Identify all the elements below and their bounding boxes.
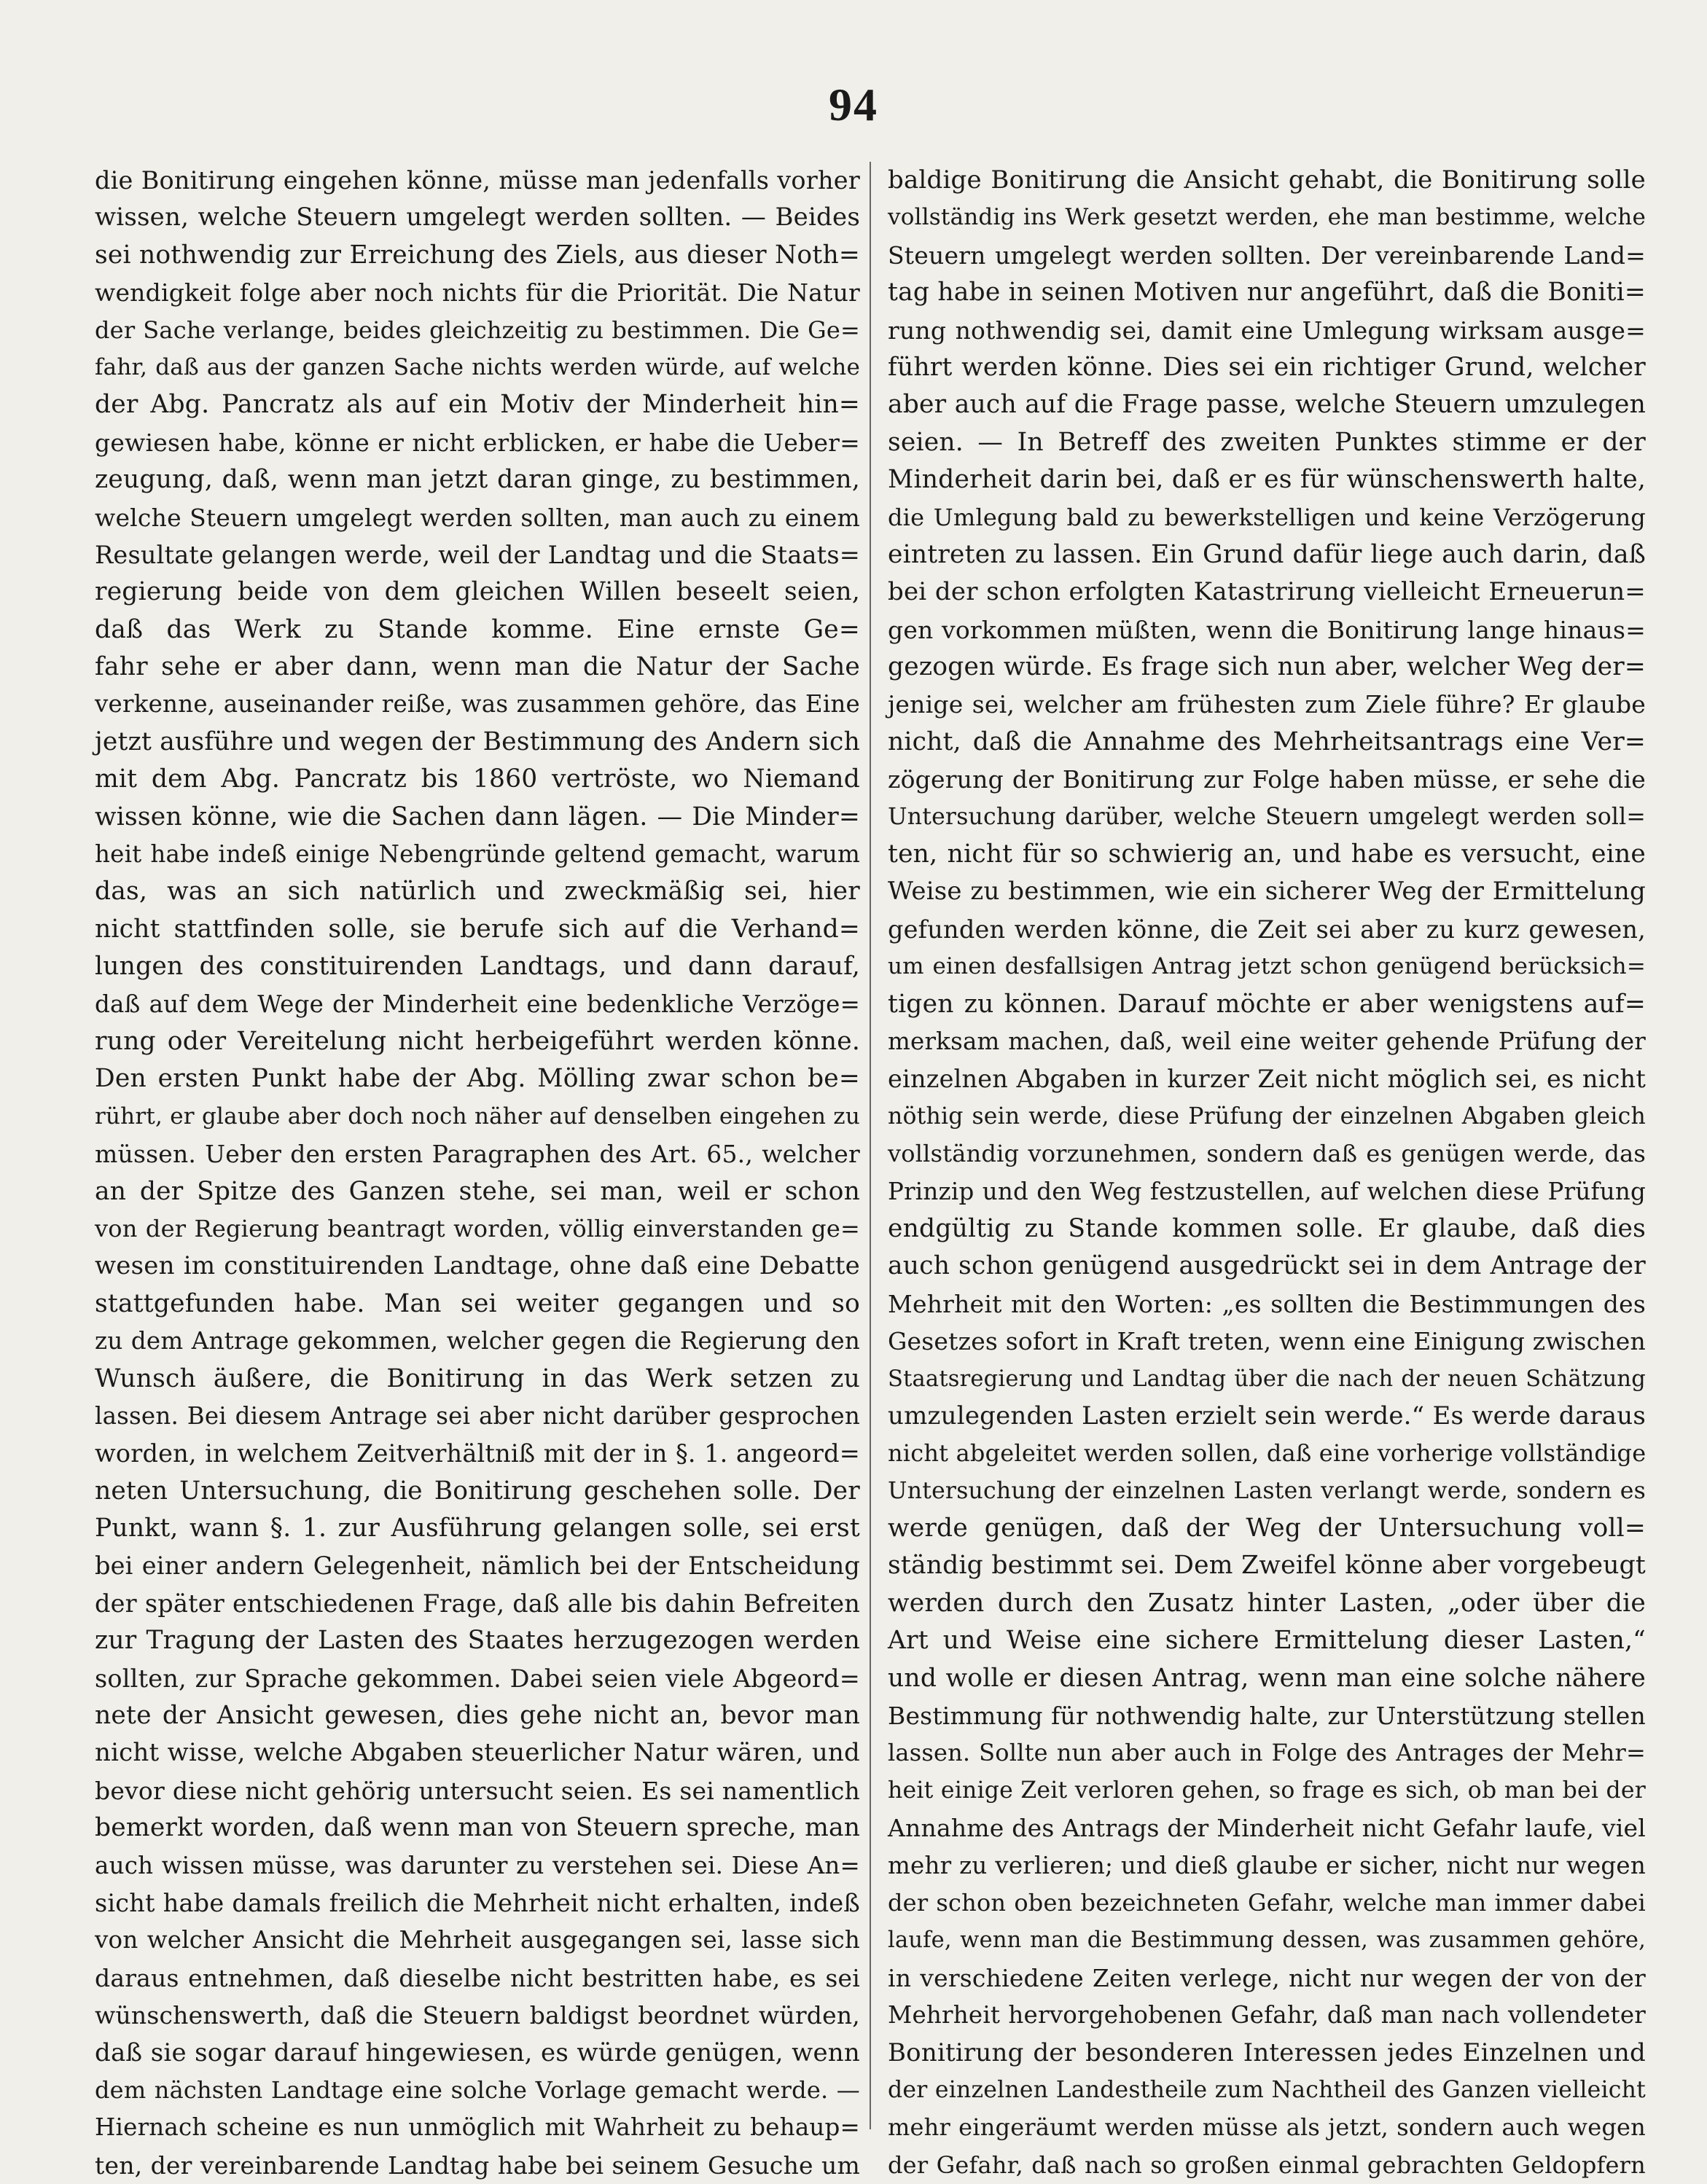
text-line: das, was an sich natürlich und zweckmäßig sei, hier [95,877,860,907]
text-line: gefunden werden könne, die Zeit sei aber zu kurz gewesen, [888,915,1646,944]
text-line: endgültig zu Stande kommen solle. Er glaube, daß dies [888,1213,1646,1243]
text-line: stattgefunden habe. Man sei weiter gegangen und so [95,1288,860,1318]
text-line: wissen, welche Steuern umgelegt werden sollten. — Beides [95,203,860,232]
text-line: müssen. Ueber den ersten Paragraphen des Art. 65., welcher [95,1140,860,1169]
text-line: seien. — In Betreff des zweiten Punktes stimme er der [888,427,1646,457]
text-line: heit einige Zeit verloren gehen, so frage es sich, ob man bei der [888,1777,1646,1804]
text-line: nöthig sein werde, diese Prüfung der einzelnen Abgaben gleich [888,1103,1646,1130]
text-line: worden, in welchem Zeitverhältniß mit der in §. 1. angeord= [95,1439,860,1468]
text-line: Resultate gelangen werde, weil der Landtag und die Staats= [95,540,860,569]
text-line: regierung beide von dem gleichen Willen beseelt seien, [95,577,860,607]
text-line: lassen. Sollte nun aber auch in Folge des Antrages der Mehr= [888,1739,1646,1767]
text-line: in verschiedene Zeiten verlege, nicht nur wegen der von der [888,1963,1646,1992]
text-line: eintreten zu lassen. Ein Grund dafür liege auch darin, daß [888,539,1646,569]
text-line: und wolle er diesen Antrag, wenn man eine solche nähere [888,1663,1646,1693]
text-line: daß sie sogar darauf hingewiesen, es würde genügen, wenn [95,2038,860,2067]
text-line: Annahme des Antrags der Minderheit nicht Gefahr laufe, viel [888,1814,1646,1843]
text-line: auch schon genügend ausgedrückt sei in dem Antrage der [888,1251,1646,1281]
text-line: Minderheit darin bei, daß er es für wünschenswerth halte, [888,465,1646,495]
text-line: Prinzip und den Weg festzustellen, auf welchen diese Prüfung [888,1177,1646,1205]
text-line: nicht abgeleitet werden sollen, daß eine vorherige vollständige [888,1439,1647,1468]
text-line: gewiesen habe, könne er nicht erblicken, er habe die Ueber= [95,428,860,457]
text-line: gezogen würde. Es frage sich nun aber, welcher Weg der= [888,652,1646,682]
text-line: Mehrheit hervorgehobenen Gefahr, daß man nach vollendeter [888,2001,1646,2030]
text-line: dem nächsten Landtage eine solche Vorlage gemacht werde. — [95,2075,860,2104]
text-line: daraus entnehmen, daß dieselbe nicht bestritten habe, es sei [95,1963,860,1992]
text-line: heit habe indeß einige Nebengründe geltend gemacht, warum [95,840,860,869]
text-line: mehr zu verlieren; und dieß glaube er sicher, nicht nur wegen [888,1851,1646,1879]
text-line: der Gefahr, daß nach so großen einmal gebrachten Geldopfern [888,2150,1646,2179]
text-line: ständig bestimmt sei. Dem Zweifel könne aber vorgebeugt [888,1551,1646,1581]
text-line: jenige sei, welcher am frühesten zum Ziele führe? Er glaube [888,690,1646,719]
text-line: Wunsch äußere, die Bonitirung in das Werk setzen zu [95,1363,860,1393]
text-line: der einzelnen Landestheile zum Nachtheil des Ganzen vielleicht [888,2076,1646,2103]
page-number: 94 [829,79,878,130]
text-line: bevor diese nicht gehörig untersucht seien. Es sei namentlich [95,1776,860,1805]
text-line: fahr sehe er aber dann, wenn man die Natur der Sache [95,652,860,682]
text-line: daß auf dem Wege der Minderheit eine bedenkliche Verzöge= [95,990,860,1018]
text-line: lungen des constituirenden Landtags, und dann darauf, [95,952,860,982]
text-line: zeugung, daß, wenn man jetzt daran ginge, zu bestimmen, [95,465,860,495]
text-line: Hiernach scheine es nun unmöglich mit Wahrheit zu behaup= [95,2113,860,2142]
text-line: Staatsregierung und Landtag über die nach der neuen Schätzung [888,1366,1646,1392]
text-line: von der Regierung beantragt worden, völlig einverstanden ge= [95,1214,860,1242]
text-line: von welcher Ansicht die Mehrheit ausgegangen sei, lasse sich [95,1926,860,1954]
text-line: rung oder Vereitelung nicht herbeigeführt werden könne. [95,1026,860,1056]
text-line: Punkt, wann §. 1. zur Ausführung gelangen solle, sei erst [95,1514,860,1543]
text-line: baldige Bonitirung die Ansicht gehabt, die Bonitirung solle [888,165,1646,195]
text-line: nete der Ansicht gewesen, dies gehe nicht an, bevor man [95,1701,860,1731]
text-line: wissen könne, wie die Sachen dann lägen. — Die Minder= [95,802,860,831]
text-line: tag habe in seinen Motiven nur angeführt, daß die Boniti= [888,278,1646,308]
text-line: Art und Weise eine sichere Ermittelung dieser Lasten,“ [888,1626,1646,1656]
text-line: der schon oben bezeichneten Gefahr, welche man immer dabei [888,1888,1646,1917]
text-line: wesen im constituirenden Landtage, ohne daß eine Debatte [95,1251,860,1281]
text-line: die Bonitirung eingehen könne, müsse man jedenfalls vorher [95,166,860,195]
text-line: verkenne, auseinander reiße, was zusammen gehöre, das Eine [95,690,860,719]
text-line: wendigkeit folge aber noch nichts für die Priorität. Die Natur [95,278,860,308]
text-line: um einen desfallsigen Antrag jetzt schon genügend berücksich= [888,953,1646,980]
text-line: zur Tragung der Lasten des Staates herzugezogen werden [95,1626,860,1656]
text-line: führt werden könne. Dies sei ein richtiger Grund, welcher [888,352,1646,382]
text-line: aber auch auf die Frage passe, welche Steuern umzulegen [888,390,1646,420]
text-line: laufe, wenn man die Bestimmung dessen, was zusammen gehöre, [888,1927,1646,1954]
text-line: sollten, zur Sprache gekommen. Dabei seien viele Abgeord= [95,1664,860,1693]
text-line: zögerung der Bonitirung zur Folge haben müsse, er sehe die [888,765,1646,794]
text-line: welche Steuern umgelegt werden sollten, man auch zu einem [95,503,860,532]
right-text-column [888,162,1647,2179]
text-line: Gesetzes sofort in Kraft treten, wenn eine Einigung zwischen [888,1327,1646,1356]
text-line: nicht, daß die Annahme des Mehrheitsantrags eine Ver= [888,727,1646,756]
text-line: bei der schon erfolgten Katastrirung vielleicht Erneuerun= [888,577,1646,607]
text-line: Den ersten Punkt habe der Abg. Mölling zwar schon be= [95,1064,860,1094]
text-line: merksam machen, daß, weil eine weiter gehende Prüfung der [888,1027,1646,1055]
text-line: der Abg. Pancratz als auf ein Motiv der Minderheit hin= [95,390,860,420]
text-line: daß das Werk zu Stande komme. Eine ernste Ge= [95,614,860,644]
text-line: Mehrheit mit den Worten: „es sollten die Bestimmungen des [888,1289,1646,1318]
text-line: der Sache verlange, beides gleichzeitig zu bestimmen. Die Ge= [95,316,860,344]
text-line: Bonitirung der besonderen Interessen jedes Einzelnen und [888,2038,1646,2067]
text-line: tigen zu können. Darauf möchte er aber wenigstens auf= [888,989,1646,1019]
text-line: umzulegenden Lasten erzielt sein werde.“ Es werde daraus [888,1401,1646,1430]
text-line: Steuern umgelegt werden sollten. Der vereinbarende Land= [888,240,1646,270]
text-line: nicht stattfinden solle, sie berufe sich auf die Verhand= [95,914,860,944]
text-line: auch wissen müsse, was darunter zu verstehen sei. Diese An= [95,1851,860,1879]
text-line: ten, nicht für so schwierig an, und habe es versucht, eine [888,839,1646,869]
text-line: der später entschiedenen Frage, daß alle bis dahin Befreiten [95,1589,860,1618]
text-line: ten, der vereinbarende Landtag habe bei seinem Gesuche um [95,2150,860,2180]
text-line: bemerkt worden, daß wenn man von Steuern spreche, man [95,1813,861,1843]
text-line: zu dem Antrage gekommen, welcher gegen die Regierung den [95,1327,860,1355]
text-line: Bestimmung für nothwendig halte, zur Unterstützung stellen [888,1702,1646,1731]
column-divider [870,162,871,2129]
text-line: werde genügen, daß der Weg der Untersuchung voll= [888,1514,1646,1543]
text-line: vollständig ins Werk gesetzt werden, ehe man bestimme, welche [888,204,1646,231]
text-line: lassen. Bei diesem Antrage sei aber nicht darüber gesprochen [95,1401,860,1430]
text-line: fahr, daß aus der ganzen Sache nichts werden würde, auf welche [95,353,860,380]
text-line: mehr eingeräumt werden müsse als jetzt, sondern auch wegen [888,2113,1646,2142]
text-line: die Umlegung bald zu bewerkstelligen und keine Verzögerung [888,503,1646,531]
text-line: bei einer andern Gelegenheit, nämlich bei der Entscheidung [95,1551,860,1581]
text-line: neten Untersuchung, die Bonitirung geschehen solle. Der [95,1476,860,1506]
text-line: jetzt ausführe und wegen der Bestimmung des Andern sich [95,727,860,756]
text-line: wünschenswerth, daß die Steuern baldigst beordnet würden, [95,2001,860,2030]
text-line: nicht wisse, welche Abgaben steuerlicher Natur wären, und [95,1738,860,1768]
text-line: an der Spitze des Ganzen stehe, sei man, weil er schon [95,1176,860,1206]
text-line: Untersuchung darüber, welche Steuern umgelegt werden soll= [888,803,1646,830]
text-line: sei nothwendig zur Erreichung des Ziels, aus dieser Noth= [95,240,860,270]
text-line: Untersuchung der einzelnen Lasten verlangt werde, sondern es [888,1477,1646,1504]
text-line: Weise zu bestimmen, wie ein sicherer Weg der Ermittelung [888,877,1646,907]
text-line: rung nothwendig sei, damit eine Umlegung wirksam ausge= [888,316,1646,345]
text-line: werden durch den Zusatz hinter Lasten, „oder über die [888,1588,1646,1618]
text-line: einzelnen Abgaben in kurzer Zeit nicht möglich sei, es nicht [888,1065,1646,1094]
text-line: gen vorkommen müßten, wenn die Bonitirung lange hinaus= [888,615,1646,644]
text-line: sicht habe damals freilich die Mehrheit nicht erhalten, indeß [95,1888,860,1917]
text-line: rührt, er glaube aber doch noch näher auf denselben eingehen zu [95,1103,860,1130]
text-line: mit dem Abg. Pancratz bis 1860 vertröste, wo Niemand [95,764,860,794]
text-line: vollständig vorzunehmen, sondern daß es genügen werde, das [888,1140,1646,1168]
left-text-column [95,162,861,2180]
